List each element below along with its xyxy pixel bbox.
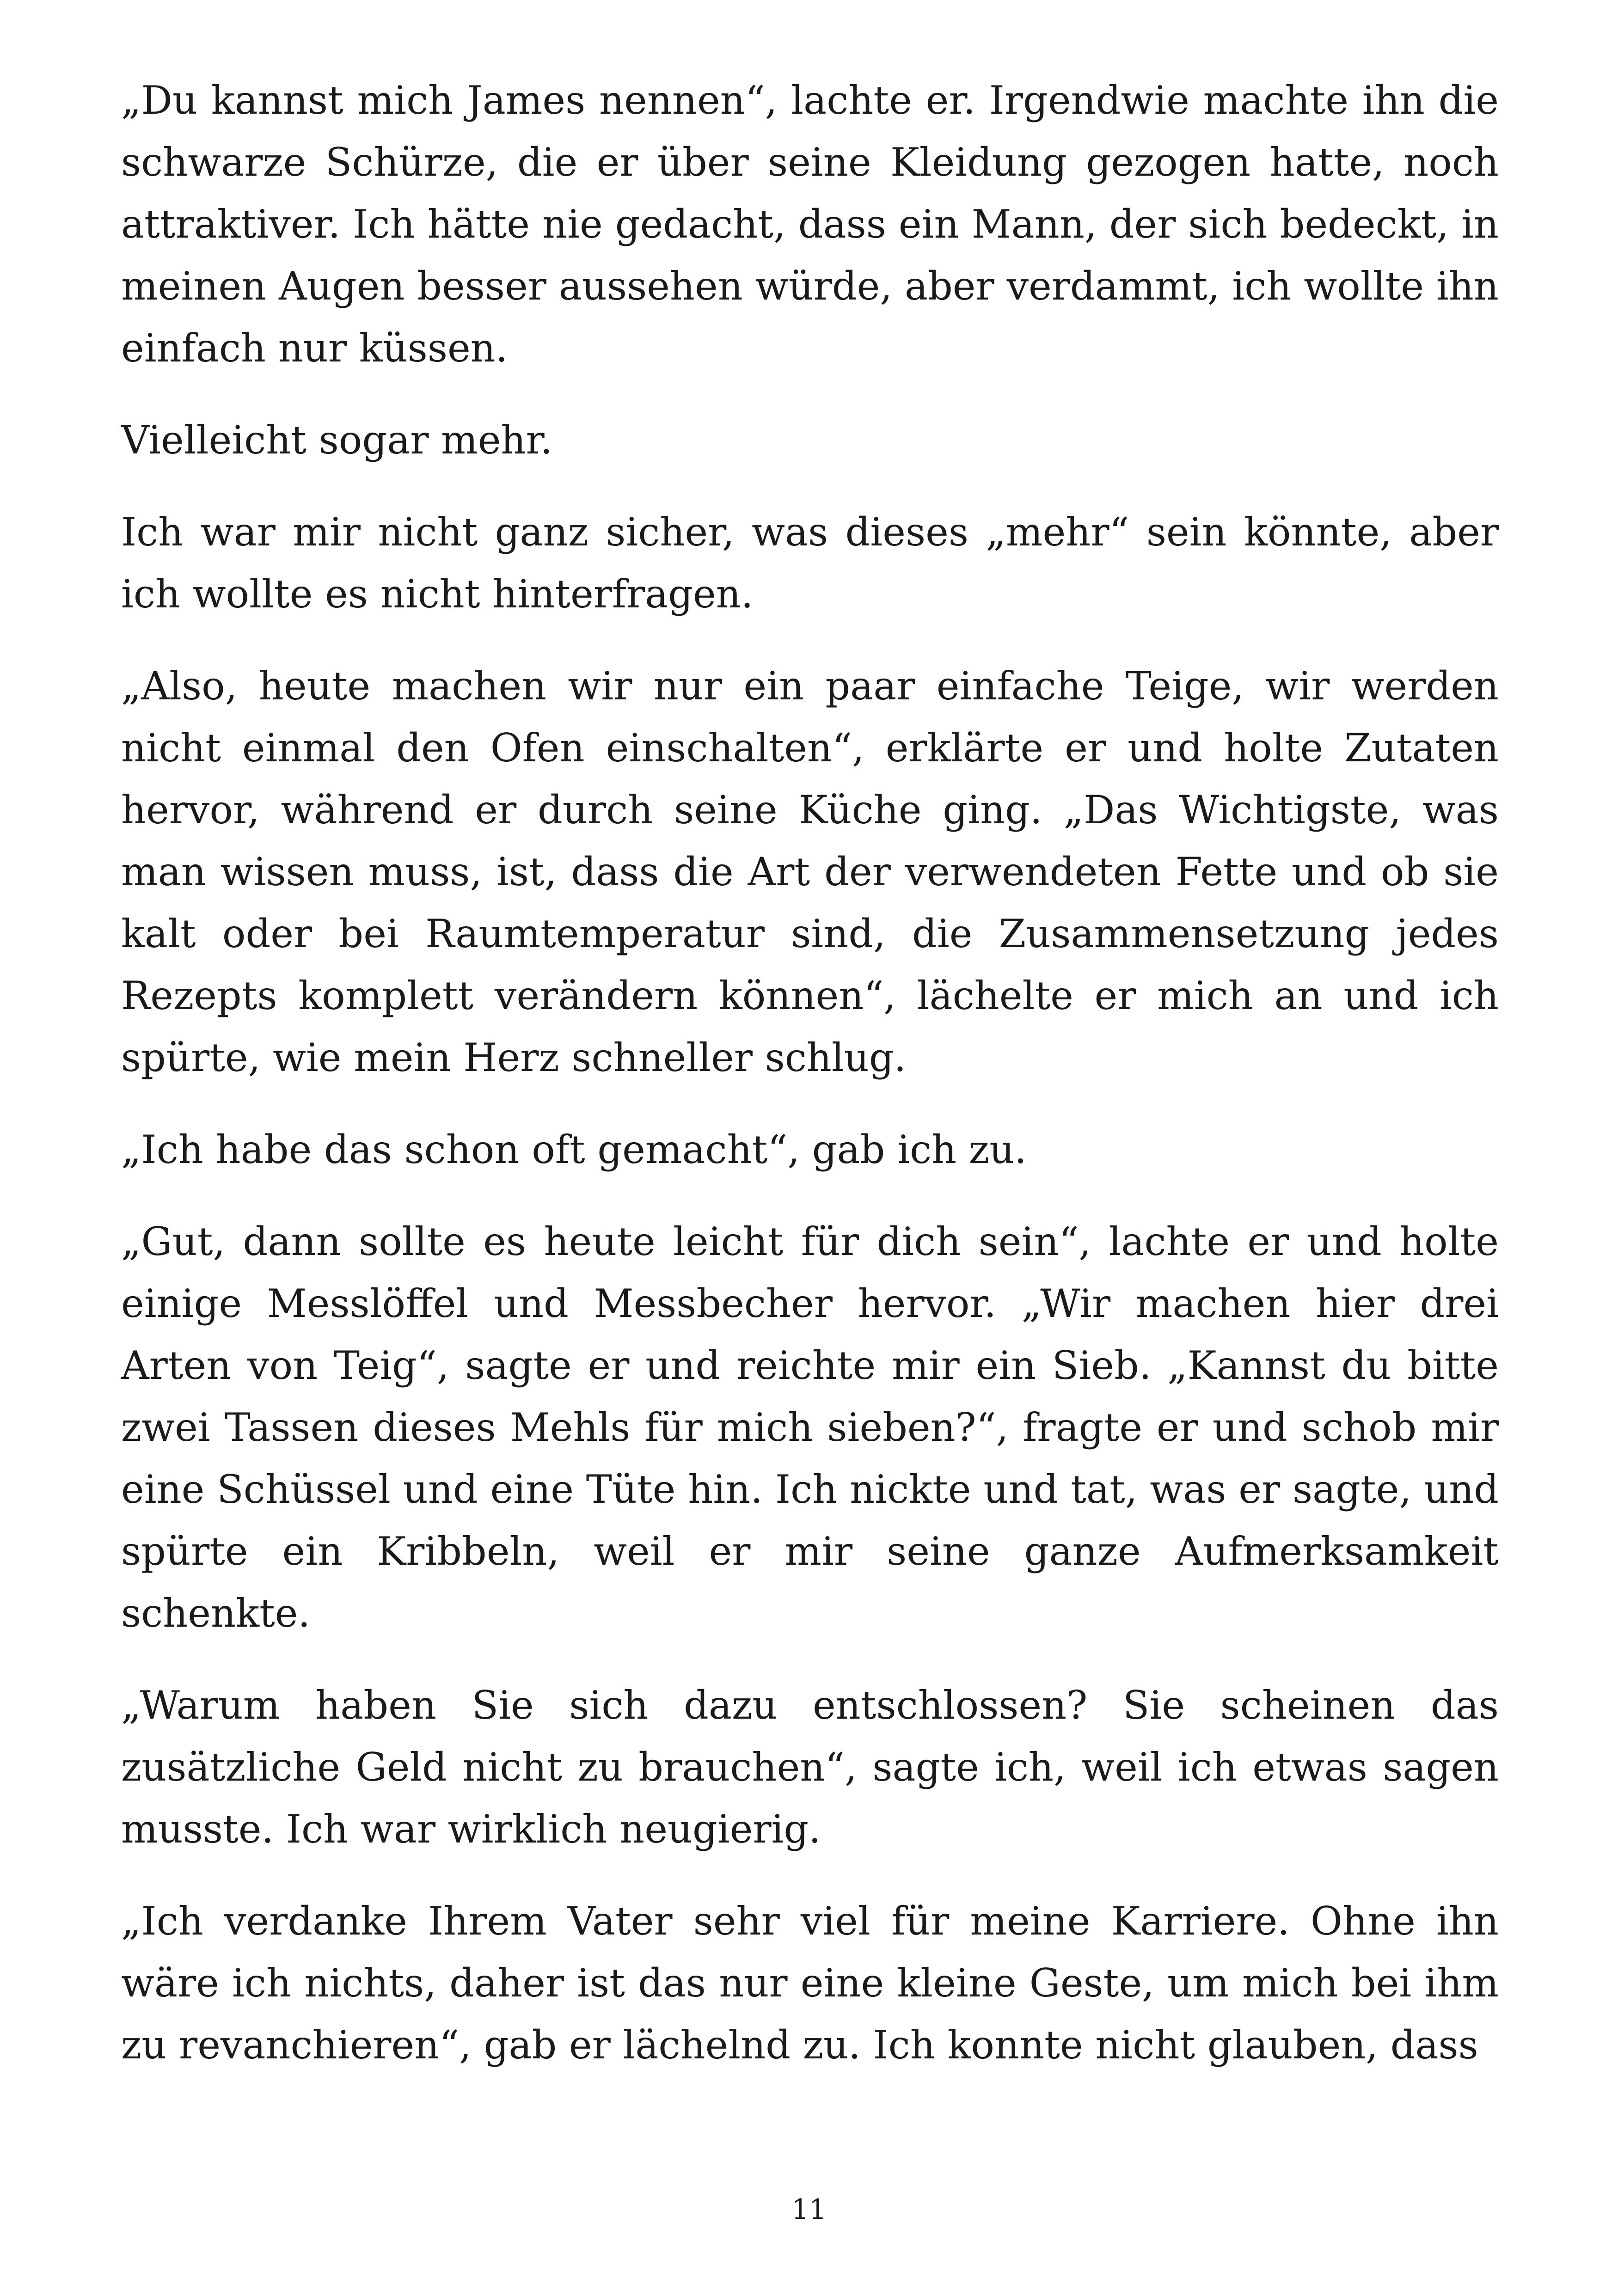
paragraph: „Also, heute machen wir nur ein paar einfache Teige, wir werden nicht einmal den Ofen einschalten“, erklärte er und holte Zutaten hervor, während er durch seine Küche ging. „Das Wichtigste, was man wissen muss, ist, dass die Art der verwendeten Fette und ob sie kalt oder bei Raumtemperatur sind, die Zusammensetzung jedes Rezepts komplett verändern können“, lächelte er mich an und ich spürte, wie mein Herz schneller schlug.	[121, 663, 1499, 1080]
page-number: 11	[791, 2193, 827, 2226]
paragraph: „Ich verdanke Ihrem Vater sehr viel für meine Karriere. Ohne ihn wäre ich nichts, daher ist das nur eine kleine Geste, um mich bei ihm zu revanchieren“, gab er lächelnd zu. Ich konnte nicht glauben, dass	[121, 1898, 1499, 2068]
paragraph: Vielleicht sogar mehr.	[121, 417, 553, 463]
paragraph: Ich war mir nicht ganz sicher, was dieses „mehr“ sein könnte, aber ich wollte es nicht hinterfragen.	[121, 509, 1499, 617]
paragraph: „Ich habe das schon oft gemacht“, gab ich zu.	[121, 1127, 1027, 1172]
paragraph: „Gut, dann sollte es heute leicht für dich sein“, lachte er und holte einige Messlöffel und Messbecher hervor. „Wir machen hier drei Arten von Teig“, sagte er und reichte mir ein Sieb. „Kannst du bitte zwei Tassen dieses Mehls für mich sieben?“, fragte er und schob mir eine Schüssel und eine Tüte hin. Ich nickte und tat, was er sagte, und spürte ein Kribbeln, weil er mir seine ganze Aufmerksamkeit schenkte.	[121, 1219, 1499, 1636]
paragraph: „Warum haben Sie sich dazu entschlossen? Sie scheinen das zusätzliche Geld nicht zu brauchen“, sagte ich, weil ich etwas sagen musste. Ich war wirklich neugierig.	[121, 1683, 1499, 1852]
body-text	[121, 69, 1499, 2106]
paragraph: „Du kannst mich James nennen“, lachte er. Irgendwie machte ihn die schwarze Schürze, die er über seine Kleidung gezogen hatte, noch attraktiver. Ich hätte nie gedacht, dass ein Mann, der sich bedeckt, in meinen Augen besser aussehen würde, aber verdammt, ich wollte ihn einfach nur küssen.	[121, 78, 1499, 371]
